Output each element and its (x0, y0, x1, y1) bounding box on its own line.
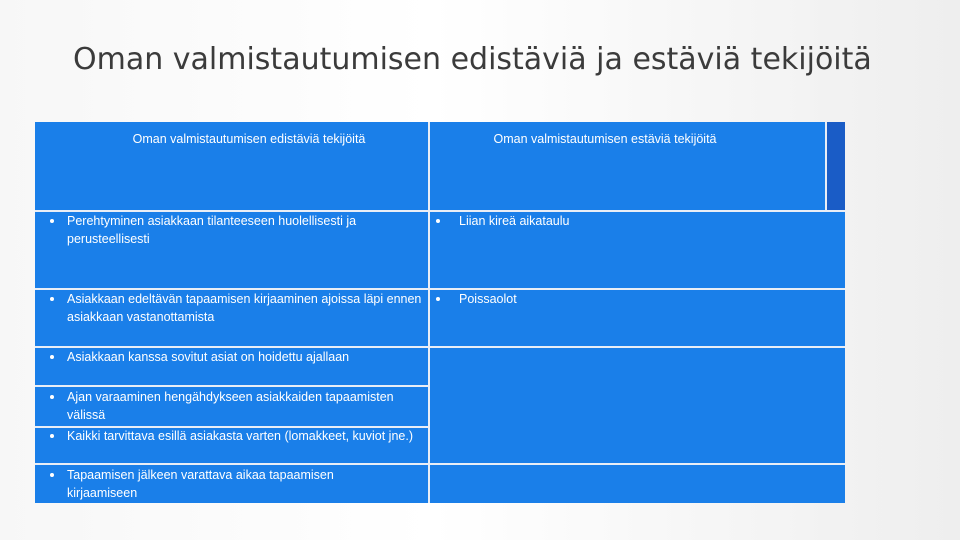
promoting-item: Kaikki tarvittava esillä asiakasta varten (lomakkeet, kuviot jne.) (67, 429, 413, 443)
hindering-item: Poissaolot (459, 292, 517, 306)
column-divider (428, 122, 430, 503)
bullet-icon (50, 473, 54, 477)
header-accent-strip (827, 122, 845, 210)
factors-table (35, 122, 845, 503)
bullet-icon (50, 434, 54, 438)
bullet-icon (436, 297, 440, 301)
bullet-icon (50, 395, 54, 399)
hindering-item: Liian kireä aikataulu (459, 214, 570, 228)
promoting-item: Asiakkaan kanssa sovitut asiat on hoidettu ajallaan (67, 350, 350, 364)
promoting-item: Tapaamisen jälkeen varattava aikaa tapaamisen kirjaamiseen (67, 468, 334, 500)
bullet-icon (436, 219, 440, 223)
promoting-item: Ajan varaaminen hengähdykseen asiakkaiden tapaamisten välissä (67, 390, 394, 422)
row-divider (35, 385, 430, 387)
bullet-icon (50, 355, 54, 359)
header-hindering-factors: Oman valmistautumisen estäviä tekijöitä (493, 132, 717, 146)
slide-title: Oman valmistautumisen edistäviä ja estäviä tekijöitä (73, 42, 872, 77)
promoting-item: Perehtyminen asiakkaan tilanteeseen huolellisesti ja perusteellisesti (67, 214, 357, 246)
row-divider (35, 463, 845, 465)
bullet-icon (50, 219, 54, 223)
promoting-item: Asiakkaan edeltävän tapaamisen kirjaaminen ajoissa läpi ennen asiakkaan vastanottamista (67, 292, 422, 324)
column-divider (825, 122, 827, 212)
bullet-icon (50, 297, 54, 301)
header-promoting-factors: Oman valmistautumisen edistäviä tekijöitä (132, 132, 366, 146)
